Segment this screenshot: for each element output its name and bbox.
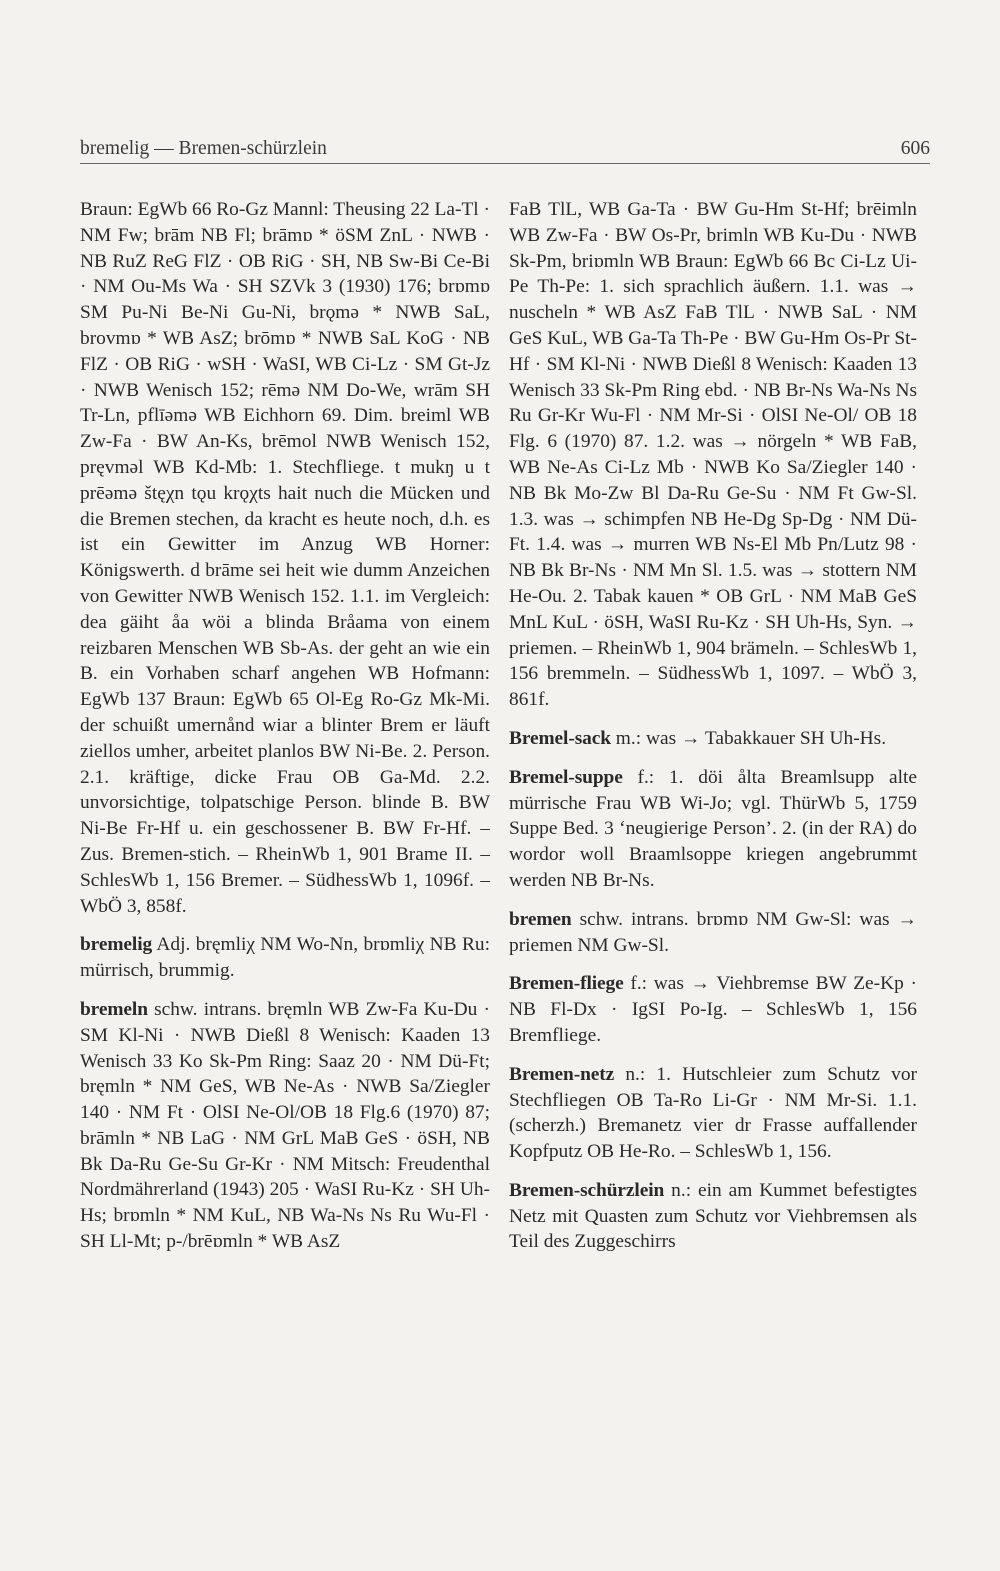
- entry-headword: Bremen-fliege: [509, 973, 624, 995]
- entry-body: n.: ein am Kummet befestigtes Netz mit Quasten zum Schutz vor Viehbremsen als Teil des Zuggeschirrs: [509, 1179, 917, 1253]
- dictionary-entry: [509, 1178, 917, 1255]
- entry-body: f.: was → Viehbremse BW Ze-Kp · NB Fl-Dx · IgSI Po-Ig. – SchlesWb 1, 156 Bremfliege.: [509, 973, 917, 1046]
- continuation-text: FaB TlL, WB Ga-Ta · BW Gu-Hm St-Hf; brēimln WB Zw-Fa · BW Os-Pr, brimln WB Ku-Du · NWB Sk-Pm, briɒmln WB Braun: EgWb 66 Bc Ci-Lz Ui-Pe Th-Pe: 1. sich sprachlich äußern. 1.1. was → nuscheln * WB AsZ FaB TlL · NWB SaL · NM GeS KuL, WB Ga-Ta Th-Pe · BW Gu-Hm Os-Pr St-Hf · SM Kl-Ni · NWB Dießl 8 Wenisch: Kaaden 13 Wenisch 33 Sk-Pm Ring ebd. · NB Br-Ns Wa-Ns Ns Ru Gr-Kr Wu-Fl · NM Mr-Si · OlSI Ne-Ol/ OB 18 Flg. 6 (1970) 87. 1.2. was → nörgeln * WB FaB, WB Ne-As Ci-Lz Mb · NWB Ko Sa/Ziegler 140 · NB Bk Mo-Zw Bl Da-Ru Ge-Su · NM Ft Gw-Sl. 1.3. was → schimpfen NB He-Dg Sp-Dg · NM Dü-Ft. 1.4. was → murren WB Ns-El Mb Pn/Lutz 98 · NB Bk Br-Ns · NM Mn Sl. 1.5. was → stottern NM He-Ou. 2. Tabak kauen * OB GrL · NM MaB GeS MnL KuL · öSH, WaSI Ru-Kz · SH Uh-Hs, Syn. → priemen. – RheinWb 1, 904 brämeln. – SchlesWb 1, 156 bremmeln. – SüdhessWb 1, 1097. – WbÖ 3, 861f.: [509, 199, 917, 711]
- continuation-text: Braun: EgWb 66 Ro-Gz Mannl: Theusing 22 La-Tl · NM Fw; brām NB Fl; brāmɒ * öSM ZnL · NWB · NB RuZ ReG FlZ · OB RiG · SH, NB Sw-Bi Ce-Bi · NM Ou-Ms Wa · SH SZVk 3 (1930) 176; brɒmɒ SM Pu-Ni Be-Ni Gu-Ni, brǫmə * NWB SaL, brovmɒ * WB AsZ; brōmɒ * NWB SaL KoG · NB FlZ · OB RiG · wSH · WaSI, WB Ci-Lz · SM Gt-Jz · NWB Wenisch 152; rēmə NM Do-We, wrām SH Tr-Ln, pflīəmə WB Eichhorn 69. Dim. breiml WB Zw-Fa · BW An-Ks, brēmol NWB Wenisch 152, pręvməl WB Kd-Mb: 1. Stechfliege. t mukŋ u t prēəmə štęχn tǫu krǫχts hait nuch die Mücken und die Bremen stechen, da kracht es heute noch, d.h. es ist ein Gewitter im Anzug WB Horner: Königswerth. d brāme sei heit wie dumm Anzeichen von Gewitter NWB Wenisch 152. 1.1. im Vergleich: dea gäiht åa wöi a blinda Bråama von einem reizbaren Menschen WB Sb-As. der geht an wie ein B. ein Vorhaben scharf angehen WB Hofmann: EgWb 137 Braun: EgWb 65 Ol-Eg Ro-Gz Mk-Mi. der schuißt umernånd wiar a blinter Brem er läuft ziellos umher, arbeitet planlos BW Ni-Be. 2. Person. 2.1. kräftige, dicke Frau OB Ga-Md. 2.2. unvorsichtige, tolpatschige Person. blinde B. BW Ni-Be Fr-Hf u. ein geschossener B. BW Fr-Hf. – Zus. Bremen-stich. – RheinWb 1, 901 Brame II. – SchlesWb 1, 156 Bremer. – SüdhessWb 1, 1096f. – WbÖ 3, 858f.: [80, 199, 490, 917]
- entry-headword: bremeln: [80, 998, 148, 1020]
- entry-headword: Bremen-schürzlein: [509, 1179, 665, 1201]
- entry-headword: Bremel-sack: [509, 727, 611, 749]
- entry-body: m.: was → Tabakkauer SH Uh-Hs.: [615, 727, 887, 749]
- dictionary-entry: [509, 726, 917, 752]
- entry-headword: bremen: [509, 908, 572, 930]
- dictionary-entry: [509, 971, 917, 1048]
- right-column: [509, 197, 917, 1255]
- dictionary-entry: [509, 907, 917, 959]
- dictionary-entry: [509, 1062, 917, 1165]
- entry-body: schw. intrans. brɒmɒ NM Gw-Sl: was → priemen NM Gw-Sl.: [509, 908, 917, 956]
- entry-body: Adj. bręmliχ NM Wo-Nn, brɒmliχ NB Ru: mürrisch, brummig.: [80, 934, 490, 982]
- header-rule: [80, 163, 930, 164]
- entry-headword: Bremel-suppe: [509, 766, 623, 788]
- entry-body: n.: 1. Hutschleier zum Schutz vor Stechfliegen OB Ta-Ro Li-Gr · NM Mr-Si. 1.1. (scherzh.) Bremanetz vier dr Frasse auffallender Kopfputz OB He-Ro. – SchlesWb 1, 156.: [509, 1063, 917, 1163]
- entry-body: schw. intrans. bręmln WB Zw-Fa Ku-Du · SM Kl-Ni · NWB Dießl 8 Wenisch: Kaaden 13 Wenisch 33 Ko Sk-Pm Ring: Saaz 20 · NM Dü-Ft; bręmln * NM GeS, WB Ne-As · NWB Sa/Ziegler 140 · NM Ft · OlSI Ne-Ol/OB 18 Flg.6 (1970) 87; brāmln * NB LaG · NM GrL MaB GeS · öSH, NB Bk Da-Ru Ge-Su Gr-Kr · NM Mitsch: Freudenthal Nordmährerland (1943) 205 · WaSI Ru-Kz · SH Uh-Hs; brɒmln * NM KuL, NB Wa-Ns Ns Ru Wu-Fl · SH Ll-Mt; p-/brēɒmln * WB AsZ: [80, 998, 490, 1253]
- entry-headword: bremelig: [80, 934, 153, 956]
- page-number: 606: [900, 138, 930, 159]
- left-column: [80, 197, 490, 1255]
- dictionary-entry: [80, 997, 490, 1255]
- running-title: bremelig — Bremen-schürzlein: [80, 138, 327, 159]
- entry-headword: Bremen-netz: [509, 1063, 615, 1085]
- dictionary-entry: [80, 932, 490, 984]
- entry-body: f.: 1. döi ålta Breamlsupp alte mürrische Frau WB Wi-Jo; vgl. ThürWb 5, 1759 Suppe Bed. 3 ‘neugierige Person’. 2. (in der RA) do wordor woll Braamlsoppe kriegen angebrummt werden NB Br-Ns.: [509, 766, 917, 891]
- dictionary-entry: [509, 765, 917, 894]
